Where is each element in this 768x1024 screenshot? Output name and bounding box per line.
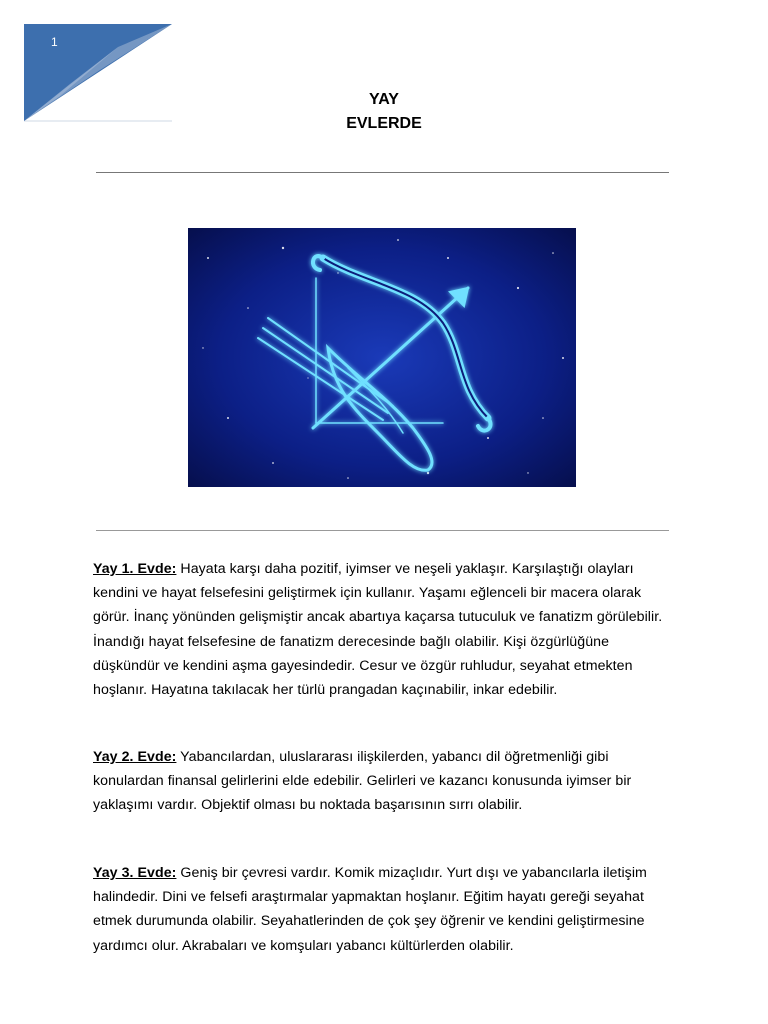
section-heading: Yay 3. Evde:: [93, 865, 177, 881]
divider-bottom: [96, 530, 669, 531]
page-title: YAY: [369, 91, 399, 108]
section-house-3: [93, 861, 678, 958]
sagittarius-bow-icon: [188, 228, 576, 487]
section-house-1: [93, 557, 678, 702]
section-text: Yabancılardan, uluslararası ilişkilerden, yabancı dil öğretmenliği gibi konulardan finansal gelirlerini elde edebilir. Gelirleri ve kazancı konusunda iyimser bir yaklaşımı vardır. Objektif olması bu noktada başarısının sırrı olabilir.: [93, 749, 632, 814]
section-house-2: [93, 745, 678, 818]
section-text: Geniş bir çevresi vardır. Komik mizaçlıdır. Yurt dışı ve yabancılarla iletişim halindedir. Dini ve felsefi araştırmalar yapmaktan hoşlanır. Eğitim hayatı gereği seyahat etmek durumunda olabilir. Seyahatlerinden de çok şey öğrenir ve kendini geliştirmesine yardımcı olur. Akrabaları ve komşuları yabancı kültürlerden olabilir.: [93, 865, 647, 954]
page-subtitle: EVLERDE: [346, 115, 422, 132]
section-text: Hayata karşı daha pozitif, iyimser ve neşeli yaklaşır. Karşılaştığı olayları kendini ve hayat felsefesini geliştirmek için kullanır. Yaşamı eğlenceli bir macera olarak görür. İnanç yönünden gelişmiştir ancak abartıya kaçarsa tutuculuk ve fanatizm görülebilir. İnandığı hayat felsefesine de fanatizm derecesinde bağlı olabilir. Kişi özgürlüğüne düşkündür ve kendini aşma gayesindedir. Cesur ve özgür ruhludur, seyahat etmekten hoşlanır. Hayatına takılacak her türlü prangadan kaçınabilir, inkar edebilir.: [93, 561, 663, 699]
section-heading: Yay 1. Evde:: [93, 561, 177, 577]
page-number: 1: [51, 35, 58, 49]
divider-top: [96, 172, 669, 173]
section-heading: Yay 2. Evde:: [93, 749, 177, 765]
